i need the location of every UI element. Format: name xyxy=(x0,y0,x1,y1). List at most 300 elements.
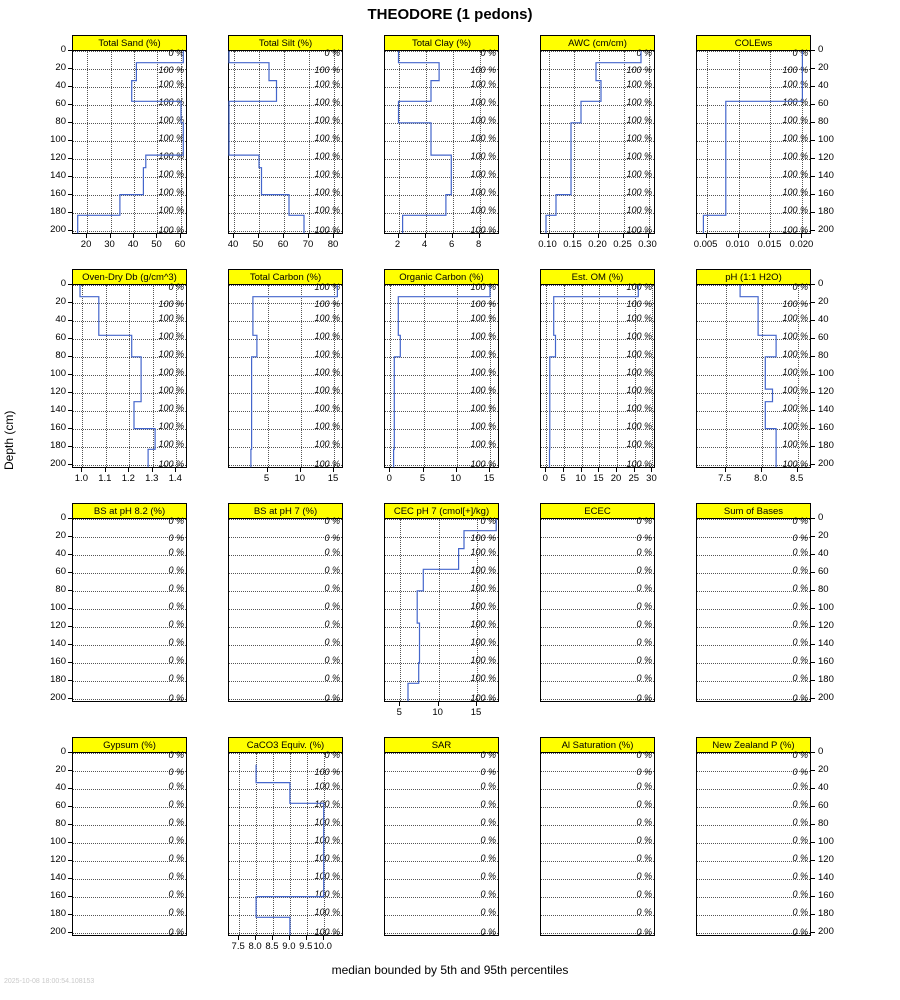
percent-label: 100 % xyxy=(158,349,184,359)
percent-label: 100 % xyxy=(626,331,652,342)
page-title: THEODORE (1 pedons) xyxy=(367,6,533,23)
percent-label: 100 % xyxy=(470,438,496,449)
plot-area xyxy=(540,47,655,235)
percent-label: 0 % xyxy=(168,515,184,526)
percent-label: 0 % xyxy=(792,692,808,703)
percent-label: 0 % xyxy=(168,799,184,810)
percent-label: 100 % xyxy=(314,870,340,881)
y-tick xyxy=(811,554,815,555)
percent-label: 0 % xyxy=(168,565,184,576)
y-tick-label: 140 xyxy=(50,403,66,415)
y-tick-label: 40 xyxy=(55,547,66,559)
x-tick-label: 1.0 xyxy=(74,473,88,484)
y-tick-label: 180 xyxy=(818,907,834,919)
plot-area xyxy=(696,515,811,703)
percent-label: 100 % xyxy=(782,204,808,215)
y-tick-label: 40 xyxy=(55,79,66,91)
y-tick-label: 60 xyxy=(818,799,829,811)
y-tick-label: 120 xyxy=(50,385,66,397)
percent-label: 100 % xyxy=(314,926,340,937)
chart-panel xyxy=(384,505,499,703)
y-tick-label: 100 xyxy=(50,367,66,379)
percent-label: 100 % xyxy=(158,204,184,215)
y-tick-label: 140 xyxy=(50,169,66,181)
y-tick-label: 180 xyxy=(50,439,66,451)
plot-area xyxy=(72,47,187,235)
percent-label: 0 % xyxy=(792,515,808,526)
percent-label: 100 % xyxy=(314,224,340,235)
y-tick-label: 160 xyxy=(818,187,834,199)
percent-label: 100 % xyxy=(470,186,496,197)
plot-area xyxy=(228,281,343,469)
panel-title: BS at pH 8.2 (%) xyxy=(72,503,187,518)
percent-label: 0 % xyxy=(636,870,652,881)
percent-label: 0 % xyxy=(792,852,808,863)
percent-label: 0 % xyxy=(168,888,184,899)
y-tick xyxy=(811,824,815,825)
y-tick-label: 0 xyxy=(60,278,66,289)
chart-panel xyxy=(228,739,343,937)
x-tick-label: 7.5 xyxy=(231,941,245,952)
percent-label: 100 % xyxy=(314,204,340,215)
percent-label: 100 % xyxy=(314,186,340,197)
percent-label: 100 % xyxy=(314,852,340,863)
percent-label: 100 % xyxy=(470,565,496,576)
percent-label: 100 % xyxy=(626,313,652,324)
y-tick-label: 60 xyxy=(818,565,829,577)
x-tick-label: 0.25 xyxy=(613,239,632,250)
percent-label: 100 % xyxy=(626,420,652,431)
percent-label: 0 % xyxy=(636,852,652,863)
plot-area xyxy=(540,515,655,703)
chart-panel xyxy=(228,271,343,469)
percent-label: 100 % xyxy=(314,906,340,917)
percent-label: 100 % xyxy=(782,64,808,75)
y-tick-label: 120 xyxy=(818,619,834,631)
percent-label: 100 % xyxy=(626,97,652,108)
x-tick-label: 20 xyxy=(80,239,92,250)
percent-label: 100 % xyxy=(314,384,340,395)
y-tick-label: 160 xyxy=(50,655,66,667)
percent-label: 100 % xyxy=(470,64,496,75)
percent-label: 100 % xyxy=(158,150,184,161)
y-tick xyxy=(811,932,815,933)
percent-label: 100 % xyxy=(314,313,340,324)
percent-label: 100 % xyxy=(470,583,496,593)
panel-title: Sum of Bases xyxy=(696,503,811,518)
percent-label: 100 % xyxy=(314,799,340,810)
percent-label: 100 % xyxy=(782,349,808,359)
percent-label: 100 % xyxy=(158,132,184,143)
percent-label: 100 % xyxy=(470,420,496,431)
percent-label: 0 % xyxy=(168,852,184,863)
percent-label: 0 % xyxy=(792,281,808,292)
percent-label: 0 % xyxy=(636,583,652,593)
y-tick-label: 0 xyxy=(60,512,66,523)
y-tick-label: 20 xyxy=(818,763,829,775)
y-tick-label: 120 xyxy=(818,151,834,163)
percent-label: 100 % xyxy=(782,331,808,342)
y-tick-label: 0 xyxy=(818,278,824,289)
percent-label: 100 % xyxy=(158,458,184,469)
x-tick-label: 10 xyxy=(575,473,586,484)
series-line xyxy=(385,285,500,469)
percent-label: 100 % xyxy=(626,384,652,395)
plot-area xyxy=(384,281,499,469)
panel-title: Total Clay (%) xyxy=(384,35,499,50)
percent-label: 100 % xyxy=(470,384,496,395)
y-tick-label: 160 xyxy=(50,421,66,433)
y-tick-label: 120 xyxy=(50,151,66,163)
y-tick-label: 0 xyxy=(60,746,66,757)
percent-label: 100 % xyxy=(470,115,496,125)
panel-title: Total Sand (%) xyxy=(72,35,187,50)
y-tick-label: 0 xyxy=(60,44,66,55)
plot-area xyxy=(384,47,499,235)
panel-title: AWC (cm/cm) xyxy=(540,35,655,50)
x-tick-label: 5 xyxy=(560,473,566,484)
y-tick-label: 200 xyxy=(50,457,66,469)
x-tick-label: 60 xyxy=(277,239,289,250)
y-tick-label: 20 xyxy=(818,529,829,541)
y-tick-label: 40 xyxy=(55,313,66,325)
percent-label: 0 % xyxy=(480,799,496,810)
percent-label: 0 % xyxy=(168,547,184,558)
panel-title: Oven-Dry Db (g/cm^3) xyxy=(72,269,187,284)
y-tick-label: 40 xyxy=(818,313,829,325)
percent-label: 0 % xyxy=(480,906,496,917)
y-tick-label: 0 xyxy=(818,44,824,55)
chart-panel xyxy=(696,739,811,937)
chart-panel xyxy=(72,505,187,703)
percent-label: 0 % xyxy=(168,600,184,611)
panel-title: SAR xyxy=(384,737,499,752)
y-tick-label: 40 xyxy=(818,781,829,793)
percent-label: 0 % xyxy=(792,817,808,827)
percent-label: 0 % xyxy=(792,888,808,899)
x-tick-label: 10 xyxy=(294,473,306,484)
percent-label: 100 % xyxy=(470,600,496,611)
percent-label: 100 % xyxy=(314,420,340,431)
y-tick-label: 180 xyxy=(818,205,834,217)
y-tick-label: 40 xyxy=(818,79,829,91)
panel-title: CEC pH 7 (cmol[+]/kg) xyxy=(384,503,499,518)
percent-label: 100 % xyxy=(470,168,496,179)
y-tick-label: 120 xyxy=(818,853,834,865)
y-tick-label: 20 xyxy=(818,61,829,73)
plot-area xyxy=(228,515,343,703)
x-tick-label: 0.20 xyxy=(588,239,607,250)
x-tick-label: 1.2 xyxy=(121,473,135,484)
percent-label: 0 % xyxy=(636,817,652,827)
y-tick-label: 80 xyxy=(818,583,829,595)
x-tick-label: 1.4 xyxy=(168,473,182,484)
y-tick-label: 160 xyxy=(818,655,834,667)
y-tick xyxy=(811,788,815,789)
y-tick xyxy=(811,680,815,681)
percent-label: 0 % xyxy=(636,47,652,58)
y-tick-label: 180 xyxy=(50,205,66,217)
x-tick-label: 0 xyxy=(386,473,392,484)
percent-label: 0 % xyxy=(168,781,184,792)
panel-title: ECEC xyxy=(540,503,655,518)
percent-label: 0 % xyxy=(636,515,652,526)
percent-label: 100 % xyxy=(314,115,340,125)
y-tick-label: 100 xyxy=(50,835,66,847)
percent-label: 0 % xyxy=(168,834,184,845)
percent-label: 100 % xyxy=(782,132,808,143)
y-tick xyxy=(811,518,815,519)
percent-label: 100 % xyxy=(470,402,496,413)
plot-area xyxy=(72,749,187,937)
y-tick-label: 20 xyxy=(55,61,66,73)
percent-label: 100 % xyxy=(626,224,652,235)
percent-label: 0 % xyxy=(636,672,652,683)
percent-label: 100 % xyxy=(158,420,184,431)
percent-label: 100 % xyxy=(158,224,184,235)
series-line xyxy=(73,51,188,235)
percent-label: 100 % xyxy=(626,168,652,179)
percent-label: 100 % xyxy=(470,672,496,683)
chart-panel xyxy=(228,37,343,235)
plot-area xyxy=(696,47,811,235)
percent-label: 100 % xyxy=(314,331,340,342)
y-tick-label: 140 xyxy=(50,637,66,649)
plot-area xyxy=(228,47,343,235)
percent-label: 0 % xyxy=(168,692,184,703)
percent-label: 0 % xyxy=(480,852,496,863)
y-tick-label: 80 xyxy=(55,115,66,127)
y-tick-label: 0 xyxy=(818,746,824,757)
y-tick-label: 100 xyxy=(50,133,66,145)
percent-label: 100 % xyxy=(314,888,340,899)
x-tick-label: 1.3 xyxy=(145,473,159,484)
percent-label: 0 % xyxy=(480,766,496,777)
percent-label: 100 % xyxy=(314,97,340,108)
percent-label: 0 % xyxy=(324,618,340,629)
percent-label: 0 % xyxy=(168,749,184,760)
y-tick-label: 140 xyxy=(818,871,834,883)
percent-label: 100 % xyxy=(782,115,808,125)
percent-label: 0 % xyxy=(168,654,184,665)
percent-label: 0 % xyxy=(792,547,808,558)
percent-label: 0 % xyxy=(324,565,340,576)
x-tick-label: 0.15 xyxy=(563,239,582,250)
percent-label: 0 % xyxy=(480,870,496,881)
y-tick-label: 60 xyxy=(55,331,66,343)
percent-label: 0 % xyxy=(792,565,808,576)
percent-label: 100 % xyxy=(626,115,652,125)
x-tick-label: 10.0 xyxy=(313,941,332,952)
x-tick-label: 15 xyxy=(327,473,339,484)
percent-label: 100 % xyxy=(626,204,652,215)
percent-label: 100 % xyxy=(626,402,652,413)
x-tick-label: 50 xyxy=(151,239,162,250)
x-tick-label: 0.10 xyxy=(538,239,557,250)
percent-label: 100 % xyxy=(626,458,652,469)
y-tick-label: 200 xyxy=(50,691,66,703)
percent-label: 100 % xyxy=(470,532,496,543)
y-tick xyxy=(811,860,815,861)
percent-label: 100 % xyxy=(158,402,184,413)
x-tick-label: 0.015 xyxy=(757,239,782,250)
x-tick-label: 0.020 xyxy=(789,239,814,250)
x-tick-label: 5 xyxy=(419,473,426,484)
x-tick-label: 15 xyxy=(483,473,495,484)
percent-label: 0 % xyxy=(480,781,496,792)
percent-label: 100 % xyxy=(314,834,340,845)
x-tick-label: 10 xyxy=(432,707,443,718)
percent-label: 0 % xyxy=(324,583,340,593)
x-tick-label: 30 xyxy=(646,473,657,484)
panel-title: BS at pH 7 (%) xyxy=(228,503,343,518)
percent-label: 0 % xyxy=(480,749,496,760)
percent-label: 100 % xyxy=(314,817,340,827)
y-tick-label: 200 xyxy=(50,223,66,235)
percent-label: 0 % xyxy=(168,926,184,937)
x-tick-label: 7.5 xyxy=(718,473,732,484)
panel-title: CaCO3 Equiv. (%) xyxy=(228,737,343,752)
percent-label: 100 % xyxy=(626,150,652,161)
percent-label: 0 % xyxy=(324,749,340,760)
percent-label: 100 % xyxy=(158,313,184,324)
percent-label: 100 % xyxy=(314,132,340,143)
percent-label: 0 % xyxy=(792,618,808,629)
percent-label: 0 % xyxy=(792,906,808,917)
y-tick-label: 160 xyxy=(50,889,66,901)
percent-label: 100 % xyxy=(314,781,340,792)
percent-label: 0 % xyxy=(324,654,340,665)
percent-label: 0 % xyxy=(636,600,652,611)
percent-label: 100 % xyxy=(470,281,496,292)
percent-label: 100 % xyxy=(314,366,340,377)
y-tick xyxy=(811,536,815,537)
percent-label: 100 % xyxy=(158,64,184,75)
percent-label: 100 % xyxy=(158,186,184,197)
plot-area xyxy=(228,749,343,937)
x-tick-label: 0.30 xyxy=(638,239,657,250)
percent-label: 100 % xyxy=(470,97,496,108)
percent-label: 100 % xyxy=(782,97,808,108)
panel-title: COLEws xyxy=(696,35,811,50)
chart-panel xyxy=(384,739,499,937)
percent-label: 100 % xyxy=(314,168,340,179)
percent-label: 100 % xyxy=(314,298,340,309)
percent-label: 100 % xyxy=(626,366,652,377)
y-tick-label: 120 xyxy=(50,619,66,631)
percent-label: 100 % xyxy=(158,438,184,449)
percent-label: 0 % xyxy=(636,692,652,703)
percent-label: 0 % xyxy=(480,834,496,845)
x-tick-label: 0.005 xyxy=(693,239,718,250)
y-tick-label: 180 xyxy=(50,907,66,919)
percent-label: 100 % xyxy=(782,224,808,235)
chart-panel xyxy=(696,505,811,703)
percent-label: 100 % xyxy=(470,132,496,143)
percent-label: 100 % xyxy=(782,384,808,395)
percent-label: 100 % xyxy=(470,458,496,469)
chart-panel xyxy=(72,37,187,235)
percent-label: 100 % xyxy=(626,281,652,292)
percent-label: 0 % xyxy=(636,781,652,792)
percent-label: 0 % xyxy=(168,636,184,647)
x-tick-label: 8 xyxy=(476,239,482,250)
percent-label: 0 % xyxy=(792,672,808,683)
x-tick-label: 0 xyxy=(542,473,548,484)
y-tick-label: 20 xyxy=(55,763,66,775)
percent-label: 100 % xyxy=(470,313,496,324)
percent-label: 100 % xyxy=(470,204,496,215)
y-tick-label: 0 xyxy=(818,512,824,523)
percent-label: 100 % xyxy=(470,331,496,342)
chart-panel xyxy=(540,37,655,235)
series-line xyxy=(541,51,656,235)
percent-label: 100 % xyxy=(470,547,496,558)
series-line xyxy=(697,285,812,469)
panel-title: New Zealand P (%) xyxy=(696,737,811,752)
x-tick-label: 15 xyxy=(470,707,482,718)
panel-title: Est. OM (%) xyxy=(540,269,655,284)
x-tick-label: 30 xyxy=(104,239,115,250)
percent-label: 0 % xyxy=(636,654,652,665)
percent-label: 100 % xyxy=(782,420,808,431)
y-tick-label: 80 xyxy=(818,349,829,361)
plot-area xyxy=(384,515,499,703)
percent-label: 0 % xyxy=(636,749,652,760)
chart-panel xyxy=(540,739,655,937)
percent-label: 0 % xyxy=(168,532,184,543)
x-tick-label: 0.010 xyxy=(725,239,750,250)
y-tick-label: 100 xyxy=(818,601,834,613)
y-tick-label: 140 xyxy=(50,871,66,883)
x-tick-label: 10 xyxy=(450,473,462,484)
percent-label: 0 % xyxy=(636,926,652,937)
chart-panel xyxy=(72,739,187,937)
x-tick-label: 4 xyxy=(421,239,428,250)
chart-panel xyxy=(72,271,187,469)
percent-label: 100 % xyxy=(782,458,808,469)
panel-title: pH (1:1 H2O) xyxy=(696,269,811,284)
y-tick-label: 120 xyxy=(50,853,66,865)
percent-label: 100 % xyxy=(782,168,808,179)
chart-panel xyxy=(384,37,499,235)
y-tick xyxy=(811,572,815,573)
percent-label: 0 % xyxy=(636,906,652,917)
percent-label: 0 % xyxy=(168,766,184,777)
percent-label: 100 % xyxy=(626,132,652,143)
percent-label: 100 % xyxy=(470,349,496,359)
y-tick-label: 80 xyxy=(55,817,66,829)
chart-panel xyxy=(540,271,655,469)
panel-title: Organic Carbon (%) xyxy=(384,269,499,284)
x-tick-label: 20 xyxy=(610,473,622,484)
y-tick xyxy=(811,626,815,627)
percent-label: 100 % xyxy=(782,150,808,161)
percent-label: 100 % xyxy=(626,438,652,449)
y-tick-label: 200 xyxy=(818,691,834,703)
y-tick xyxy=(811,896,815,897)
percent-label: 0 % xyxy=(792,834,808,845)
x-tick-label: 15 xyxy=(593,473,604,484)
y-tick xyxy=(811,770,815,771)
y-tick-label: 60 xyxy=(55,97,66,109)
y-tick xyxy=(811,608,815,609)
x-tick-label: 40 xyxy=(127,239,139,250)
percent-label: 0 % xyxy=(324,672,340,683)
y-tick xyxy=(811,644,815,645)
y-tick-label: 160 xyxy=(818,889,834,901)
y-tick-label: 60 xyxy=(55,565,66,577)
